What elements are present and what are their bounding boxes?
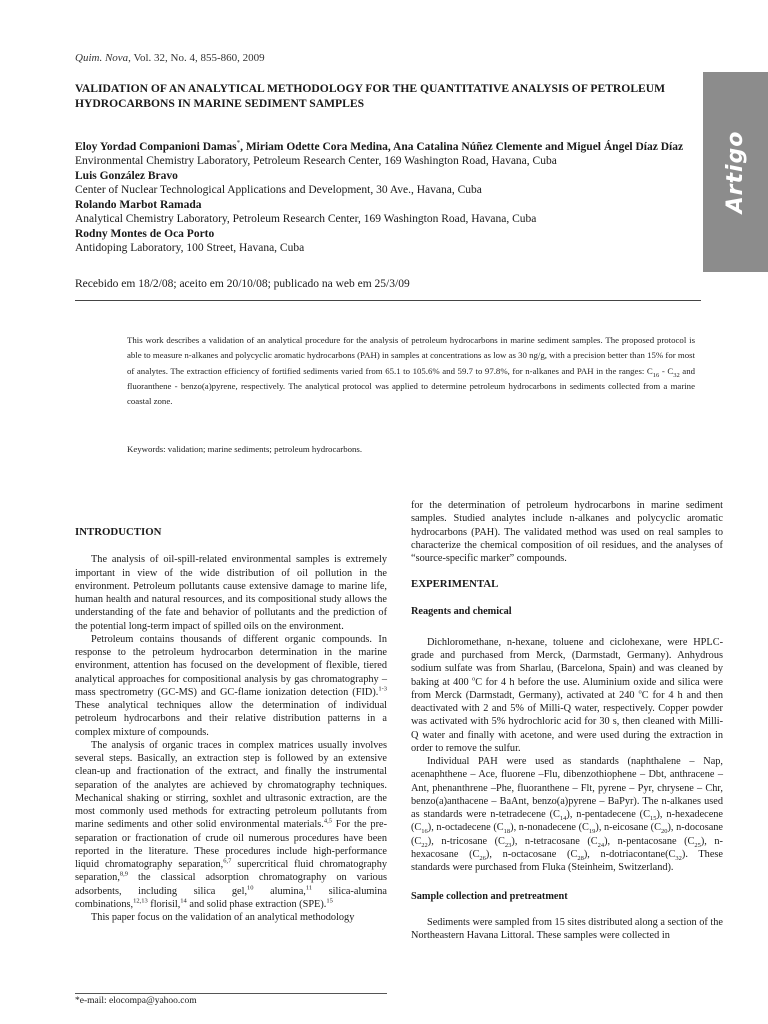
subscript: 25 <box>694 841 701 849</box>
subscript: 14 <box>559 815 567 823</box>
author-name: Luis González Bravo <box>75 169 178 182</box>
footnote-divider <box>75 993 387 994</box>
corresponding-mark: * <box>236 139 241 147</box>
citation-ref: 11 <box>305 884 313 892</box>
subscript: 15 <box>649 815 657 823</box>
citation-ref: 14 <box>180 897 187 905</box>
text: and solid phase extraction (SPE). <box>186 898 327 910</box>
citation-ref: 4,5 <box>323 817 332 825</box>
subscript: 28 <box>577 854 584 862</box>
keywords: Keywords: validation; marine sediments; petroleum hydrocarbons. <box>127 444 363 454</box>
text: the classical adsorption chromatography on various adsorbents, including silica gel, <box>75 872 387 897</box>
text: C for 4 h and then deactivated with 2 and 5% of Milli-Q water, respectively. Copper powder was activated with 5% hydrochloric acid for 30 s, then cleaned with Milli-Q water and finally with acetone, and were used during the extraction in order to remove the sulfur. <box>411 689 724 754</box>
paragraph: for the determination of petroleum hydrocarbons in marine sediment samples. Studied analytes include n-alkanes and polycyclic aromatic hydrocarbons (PAH). The validated method was used on real samples to characterize the chemical composition of oil residues, and the analyses of “source-specific marker” compounds. <box>411 500 723 564</box>
section-heading-introduction: INTRODUCTION <box>75 526 162 538</box>
subscript: 26 <box>479 854 486 862</box>
paragraph <box>75 739 387 911</box>
journal-volume: , Vol. 32, No. 4, 855-860, 2009 <box>128 52 265 64</box>
author-name: Rolando Marbot Ramada <box>75 198 202 211</box>
text: ), n-tetracosane (C <box>511 835 598 847</box>
received-dates: Recebido em 18/2/08; aceito em 20/10/08; publicado na web em 25/3/09 <box>75 278 410 290</box>
text: These analytical techniques allow the determination of individual petroleum hydrocarbons and their relative distribution patterns in a complex mixture of compounds. <box>75 700 387 738</box>
text: For the pre-separation or fractionation of crude oil numerous procedures have been reported in the literature. These procedures include high-performance liquid chromatography separation, <box>75 819 387 870</box>
journal-citation <box>75 52 265 64</box>
coauthors: , Miriam Odette Cora Medina, Ana Catalina Núñez Clemente and Miguel Ángel Díaz Díaz <box>240 140 684 153</box>
text: ), n-nonadecene (C <box>510 822 589 834</box>
text: ), n-hexadecene (C <box>411 809 723 834</box>
article-title: VALIDATION OF AN ANALYTICAL METHODOLOGY FOR THE QUANTITATIVE ANALYSIS OF PETROLEUM HYDROCARBONS IN MARINE SEDIMENT SAMPLES <box>75 82 666 110</box>
paragraph: The analysis of oil-spill-related environmental samples is extremely important in view of the wide distribution of oil pollution in the environment. Petroleum pollutants cause extensive damage to marine life, human health and natural resources, and its compositional study allows the understanding of the fate and behavior of pollutants and the prediction of the potential long-term impact of spilled oils on the environment. <box>75 554 387 632</box>
text: ), n-octadecene (C <box>427 822 504 834</box>
abstract-text: This work describes a validation of an analytical procedure for the analysis of petroleum hydrocarbons in marine sediment samples. The proposed protocol is able to measure n-alkanes and polycyclic aromatic hydrocarbons (PAH) in samples at concentrations as low as 30 ng/g, with a precision better than 15% for most of analytes. The extraction efficiency of fortified sediments varied from 65.1 to 105.6% and 59.7 to 97.8%, for n-alkanes and PAH in the ranges: C <box>127 335 695 376</box>
text: Petroleum contains thousands of different organic compounds. In response to the petroleum hydrocarbon determination in the marine environment, attention has focused on the development of flexible, tiered analytical approaches for compositional analysis by gas chromatography – mass spectrometry (GC-MS) and GC-flame ionization detection (FID). <box>75 633 387 698</box>
right-column <box>411 499 723 942</box>
subscript: 20 <box>660 828 668 836</box>
header-divider <box>75 300 701 301</box>
text: ), n-tricosane (C <box>427 835 505 847</box>
text: florisil, <box>147 898 181 910</box>
affiliation: Center of Nuclear Technological Applications and Development, 30 Ave., Havana, Cuba <box>75 184 482 197</box>
paragraph: This paper focus on the validation of an analytical methodology <box>91 912 355 923</box>
affiliation: Analytical Chemistry Laboratory, Petroleum Research Center, 169 Washington Road, Havana, Cuba <box>75 213 537 226</box>
subscript: 32 <box>675 854 682 862</box>
citation-ref: 8,9 <box>119 870 129 878</box>
subscript: 18 <box>503 828 511 836</box>
left-column <box>75 526 387 924</box>
abstract <box>127 333 695 409</box>
subscript: 16 <box>652 371 660 379</box>
text: ). These standards were purchased from Fluka (Steinheim, Switzerland). <box>411 848 723 873</box>
text: ), n-octacosane (C <box>485 848 578 860</box>
citation-ref: 10 <box>247 884 254 892</box>
subsection-heading-reagents: Reagents and chemical <box>411 605 512 617</box>
text: ), n-hexacosane (C <box>411 835 723 860</box>
text: ), n-pentacosane (C <box>604 835 695 847</box>
text: ), n-docosane (C <box>411 822 723 847</box>
subscript: 16 <box>421 828 428 836</box>
author-block <box>75 136 705 256</box>
text: silica-alumina combinations, <box>75 885 387 910</box>
subscript: 19 <box>588 828 596 836</box>
text: supercritical fluid chromatography separation, <box>75 859 387 884</box>
text: C for 4 h before the use. Aluminium oxide and silica were from Merck (Darmstadt, Germany), activated at 240 <box>411 676 723 701</box>
citation-ref: 1-3 <box>378 685 387 693</box>
citation-ref: 15 <box>326 897 333 905</box>
footnote-email: *e-mail: elocompa@yahoo.com <box>75 996 197 1006</box>
paragraph <box>411 636 723 755</box>
subscript: 32 <box>673 371 680 379</box>
paragraph: Sediments were sampled from 15 sites distributed along a section of the Northeastern Havana Littoral. These samples were collected in <box>411 916 723 941</box>
affiliation: Antidoping Laboratory, 100 Street, Havana, Cuba <box>75 242 305 255</box>
subsection-heading-sample-collection: Sample collection and pretreatment <box>411 891 568 903</box>
subscript: 24 <box>597 841 605 849</box>
text: alumina, <box>253 885 306 897</box>
subscript: 22 <box>421 841 428 849</box>
section-tab-label: Artigo <box>723 130 748 214</box>
section-tab <box>703 72 768 272</box>
text: The analysis of organic traces in complex matrices usually involves several steps. Basically, an extraction step is followed by an extensive clean-up and fractionation of the extract, and finally the instrumental separation of the analytes are achieved by chromatography techniques. Mechanical shaking or stirring, soxhlet and ultrasonic extraction, are the most commonly used methods for extracting petroleum pollutants from marine sediments and other solid environmental materials. <box>75 739 387 831</box>
paragraph <box>411 755 723 874</box>
affiliation: Environmental Chemistry Laboratory, Petroleum Research Center, 169 Washington Road, Havana, Cuba <box>75 155 557 168</box>
journal-name: Quim. Nova <box>75 52 129 64</box>
degree-mark: o <box>472 675 476 683</box>
text: ), n-eicosane (C <box>595 822 661 834</box>
section-heading-experimental: EXPERIMENTAL <box>411 578 499 591</box>
degree-mark: o <box>638 688 642 696</box>
paragraph <box>75 633 387 739</box>
text: ), n-dotriacontane(C <box>583 848 676 860</box>
citation-ref: 12,13 <box>133 897 148 905</box>
corresponding-author: Eloy Yordad Companioni Damas <box>75 140 237 153</box>
subscript: 23 <box>504 841 512 849</box>
text: Individual PAH were used as standards (naphthalene – Nap, acenaphthene – Ace, fluorene –Flu, dibenzothiophene – Dbt, anthracene – Ant, phenanthrene –Phe, fluoranthene – Flt, pyrene – Pyr, chrysene – Chr, benzo(a)anthacene – BaAnt, benzo(a)pyrene – BaPyr). The n-alkanes used as standards were n-tetradecene (C <box>411 756 723 820</box>
text: Dichloromethane, n-hexane, toluene and ciclohexane, were HPLC-grade and purchased from Merck, (Darmstadt, Germany). Anhydrous sodium sulfate was from Sharlau, (Barcelona, Spain) and was cleaned by baking at 400 <box>411 636 723 688</box>
abstract-text: - C <box>659 365 674 376</box>
citation-ref: 6,7 <box>223 857 232 865</box>
abstract-text: and fluoranthene - benzo(a)pyrene, respectively. The analytical protocol was applied to determine petroleum hydrocarbons in sediments collected from a marine coastal zone. <box>127 365 695 407</box>
author-name: Rodny Montes de Oca Porto <box>75 227 215 240</box>
text: ), n-pentadecene (C <box>566 809 650 820</box>
